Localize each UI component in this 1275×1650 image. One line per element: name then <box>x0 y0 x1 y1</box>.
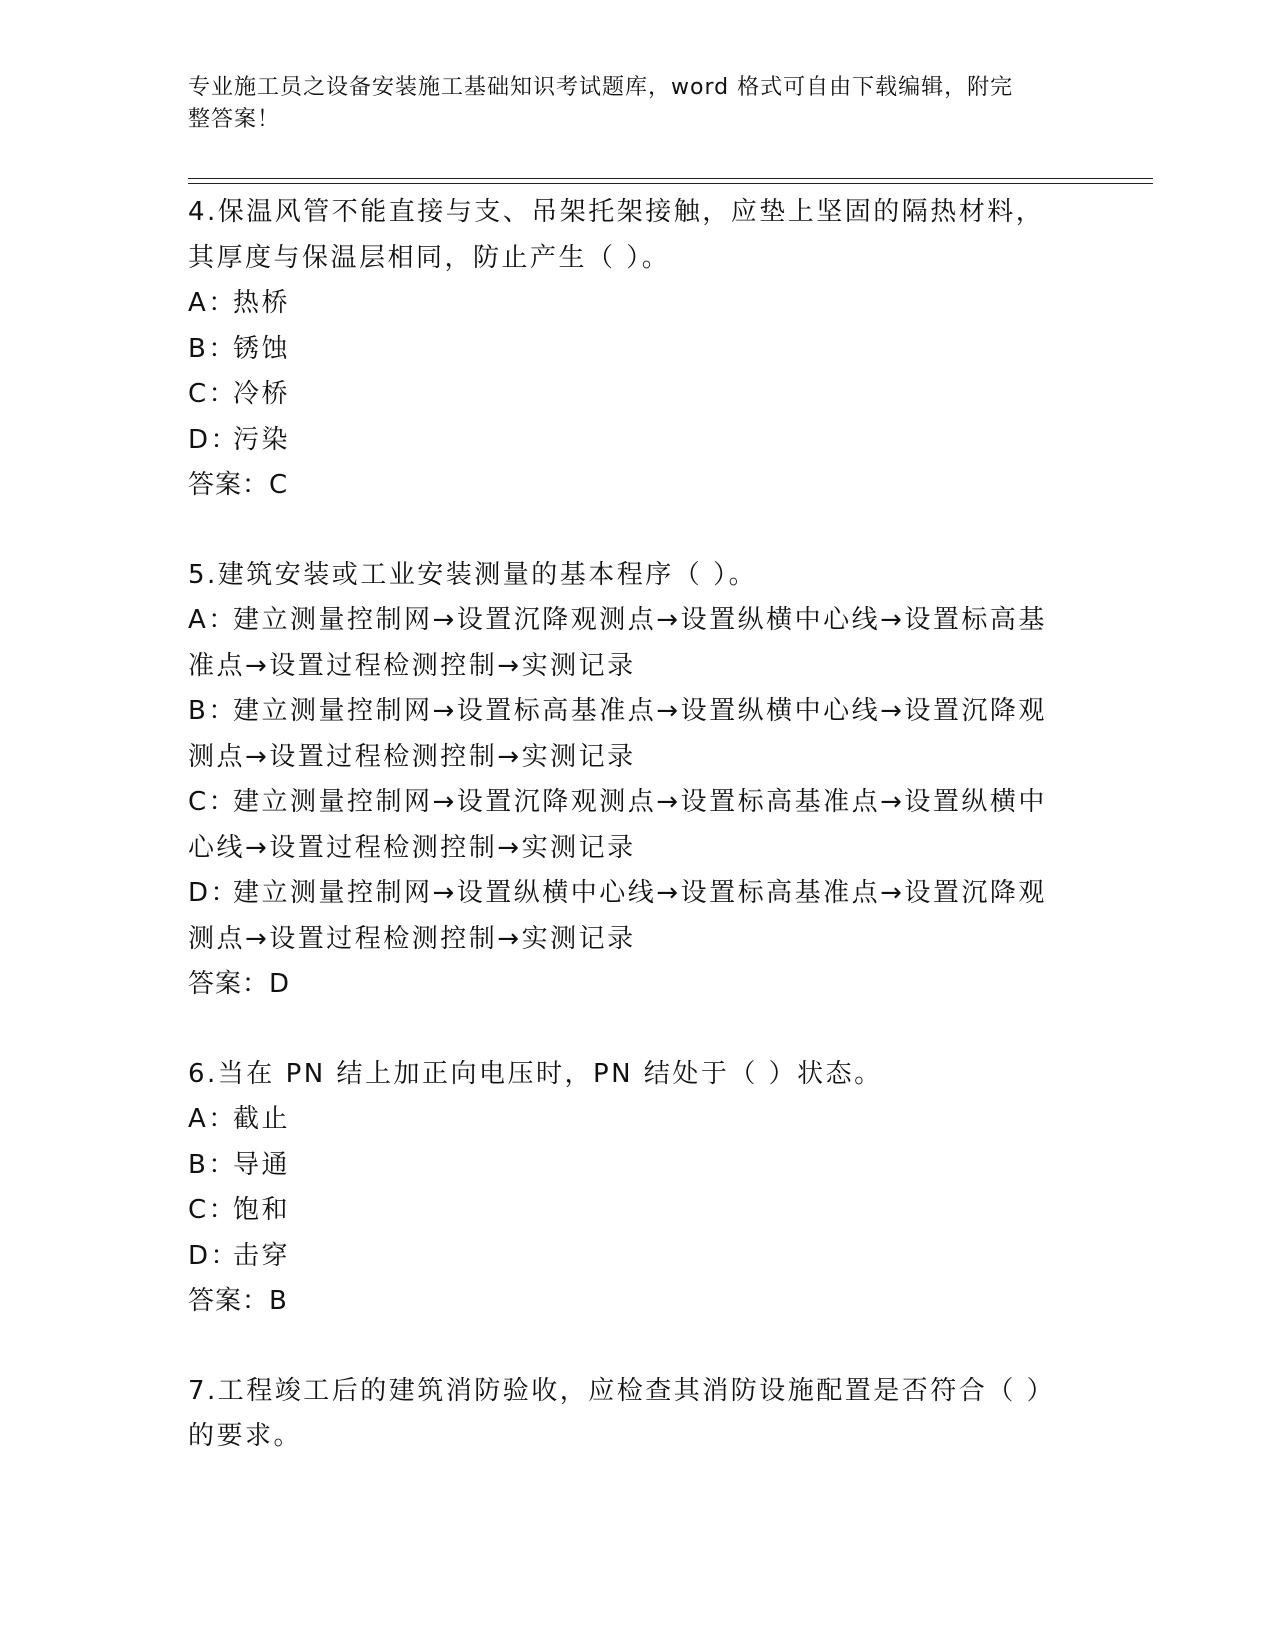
option-line <box>188 917 1078 963</box>
option-text: 击穿 <box>233 1240 291 1271</box>
option-line <box>188 780 1078 826</box>
header-line-2: 整答案！ <box>188 107 281 132</box>
option-label: B： <box>188 696 237 726</box>
option-line <box>188 327 1078 373</box>
question-stem-line: 5.建筑安装或工业安装测量的基本程序（ ）。 <box>188 559 758 590</box>
question-block <box>188 553 1078 1008</box>
answer-line: 答案：C <box>188 470 289 500</box>
question-stem-line: 7.工程竣工后的建筑消防验收，应检查其消防设施配置是否符合（ ） <box>188 1375 1056 1406</box>
option-text: 建立测量控制网→设置沉降观测点→设置标高基准点→设置纵横中 <box>233 787 1047 817</box>
question-stem-line: 其厚度与保温层相同，防止产生（ ）。 <box>188 242 671 273</box>
question-block <box>188 1052 1078 1325</box>
question-stem-line: 6.当在 PN 结上加正向电压时，PN 结处于（ ）状态。 <box>188 1058 883 1089</box>
option-label: A： <box>188 1104 237 1134</box>
option-label: A： <box>188 605 237 635</box>
option-line <box>188 1097 1078 1143</box>
header-divider-top <box>188 178 1153 179</box>
question-block <box>188 190 1078 509</box>
option-text: 污染 <box>233 424 291 455</box>
option-line <box>188 281 1078 327</box>
document-header <box>188 72 1068 136</box>
option-text: 热桥 <box>233 288 291 318</box>
option-line <box>188 1143 1078 1189</box>
option-line <box>188 418 1078 464</box>
option-text: 饱和 <box>233 1195 291 1225</box>
option-text: 建立测量控制网→设置纵横中心线→设置标高基准点→设置沉降观 <box>233 878 1047 908</box>
option-label: A： <box>188 288 237 318</box>
option-label: D： <box>188 424 240 455</box>
option-label: B： <box>188 1149 237 1180</box>
option-label: D： <box>188 1240 240 1271</box>
option-line <box>188 372 1078 418</box>
option-text: 准点→设置过程检测控制→实测记录 <box>188 650 636 681</box>
answer-line: 答案：B <box>188 1286 288 1316</box>
option-line <box>188 871 1078 917</box>
option-line <box>188 644 1078 690</box>
option-text: 测点→设置过程检测控制→实测记录 <box>188 741 636 772</box>
option-text: 锈蚀 <box>233 333 291 364</box>
option-line <box>188 1188 1078 1234</box>
option-label: C： <box>188 1195 238 1225</box>
option-line <box>188 735 1078 781</box>
header-line-1: 专业施工员之设备安装施工基础知识考试题库，word 格式可自由下载编辑，附完 <box>188 75 1014 100</box>
option-text: 心线→设置过程检测控制→实测记录 <box>188 832 636 863</box>
header-divider-bottom <box>188 183 1153 184</box>
option-text: 建立测量控制网→设置标高基准点→设置纵横中心线→设置沉降观 <box>233 696 1047 726</box>
question-list <box>188 190 1078 1504</box>
option-text: 测点→设置过程检测控制→实测记录 <box>188 923 636 954</box>
option-label: C： <box>188 379 238 409</box>
option-label: D： <box>188 878 240 908</box>
option-text: 导通 <box>233 1149 291 1180</box>
option-label: C： <box>188 787 238 817</box>
option-text: 冷桥 <box>233 379 291 409</box>
option-line <box>188 1234 1078 1280</box>
option-label: B： <box>188 333 237 364</box>
question-block <box>188 1369 1078 1460</box>
option-text: 截止 <box>233 1104 291 1134</box>
option-line <box>188 689 1078 735</box>
option-line <box>188 598 1078 644</box>
question-stem-line: 4.保温风管不能直接与支、吊架托架接触，应垫上坚固的隔热材料， <box>188 197 1045 227</box>
option-text: 建立测量控制网→设置沉降观测点→设置纵横中心线→设置标高基 <box>233 605 1047 635</box>
question-stem-line: 的要求。 <box>188 1421 303 1451</box>
option-line <box>188 826 1078 872</box>
answer-line: 答案：D <box>188 969 291 999</box>
